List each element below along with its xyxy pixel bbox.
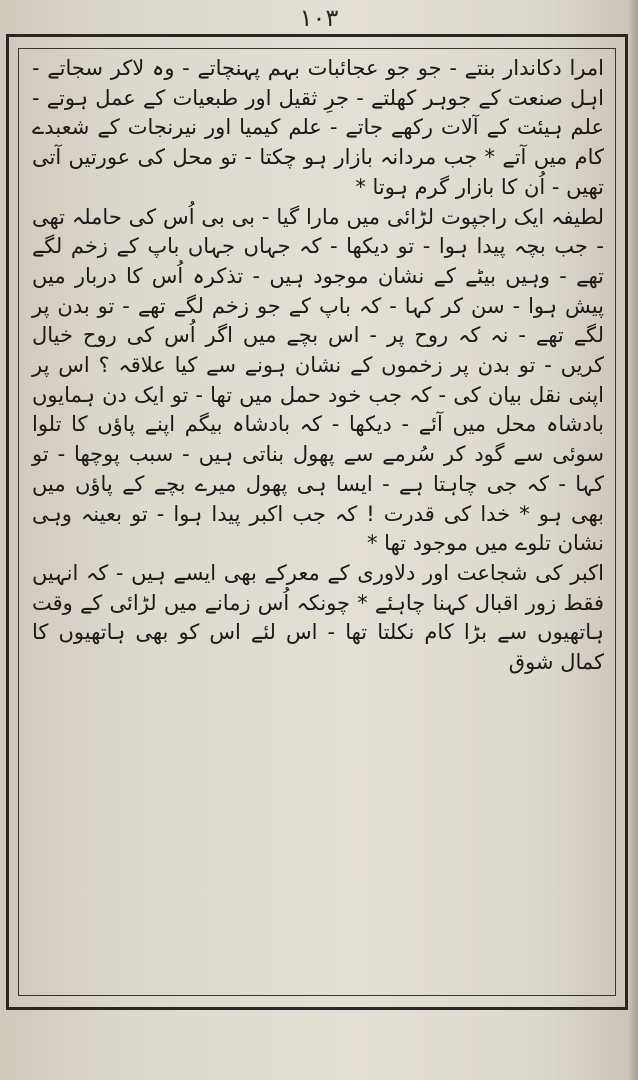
body-text xyxy=(32,54,604,992)
paragraph-bazaar: امرا دکاندار بنتے - جو جو عجائبات بہم پہنچاتے - وہ لاکر سجاتے - اہل صنعت کے جوہر کھلتے - جرِ ثقیل اور طبعیات کے عمل ہوتے - علم ہیئت کے آلات رکھے جاتے - علم کیمیا اور نیرنجات کے شعبدے کام میں آتے * جب مردانہ بازار ہو چکتا - تو محل کی عورتیں آتی تھیں - اُن کا بازار گرم ہوتا * xyxy=(32,56,604,199)
page-edge-shadow xyxy=(628,0,638,1080)
paragraph-akbar-bravery: اکبر کی شجاعت اور دلاوری کے معرکے بھی ایسے ہیں - کہ انہیں فقط زور اقبال کہنا چاہئے * چونکہ اُس زمانے میں لڑائی کے وقت ہاتھیوں سے بڑا کام نکلتا تھا - اس لئے اس کو بھی ہاتھیوں کا کمال شوق xyxy=(32,560,604,675)
paragraph-anecdote: لطیفہ ایک راجپوت لڑائی میں مارا گیا - بی بی اُس کی حاملہ تھی - جب بچہ پیدا ہوا - تو دیکھا - کہ جہاں جہاں باپ کے زخم لگے تھے - وہیں بیٹے کے نشان موجود ہیں - تذکرہ اُس کا دربار میں پیش ہوا - سن کر کہا - کہ باپ کے جو زخم لگے تھے - تو بدن پر لگے تھے - نہ کہ روح پر - اس بچے میں اگر اُس کی روح خیال کریں - تو بدن پر زخموں کے نشان ہونے سے کیا علاقہ ؟ اس پر اپنی نقل بیان کی - کہ جب خود حمل میں تھا - تو ایک دن ہمایوں بادشاہ محل میں آئے - دیکھا - کہ بادشاہ بیگم اپنے پاؤں کا تلوا سوئی سے گود کر سُرمے سے پھول بناتی ہیں - سبب پوچھا - تو کہا - کہ جی چاہتا ہے - ایسا ہی پھول میرے بچے کے پاؤں میں بھی ہو * خدا کی قدرت ! کہ جب اکبر پیدا ہوا - تو بعینہ وہی نشان تلوے میں موجود تھا * xyxy=(32,204,604,556)
page-number: ۱۰۳ xyxy=(299,4,339,32)
